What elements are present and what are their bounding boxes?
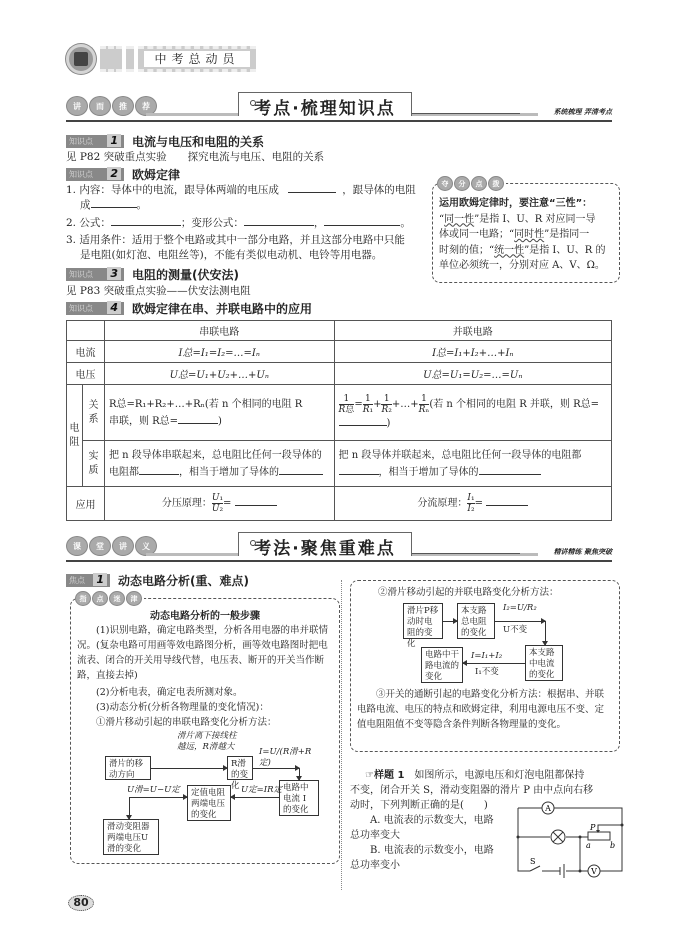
- table-cell: $\frac{1}{\text{R总}}$ = $\frac{1}{\text{R₁}}$ + $\frac{1}{\text{R₂}}$ +…+ $\frac{1}{\text{Rₙ}}$ (若 n 个相同的电阻 R 并联，则 R总= ): [334, 385, 611, 441]
- kp2-item-2: 2. 公式： ；变形公式： ， 。: [66, 217, 411, 229]
- ohm-law-table: [66, 320, 612, 521]
- kp-tag: 知识点 4: [66, 302, 124, 315]
- table-row: [67, 385, 612, 441]
- connector-line: [129, 797, 187, 798]
- table-header-cell: [67, 321, 105, 341]
- circuit-diagram: [510, 800, 630, 882]
- flow-box-branch-resistance: 本支路总电阻的变化: [457, 603, 495, 639]
- connector-line: [495, 621, 545, 622]
- table-cell: 把 n 段导体串联起来，总电阻比任何一段导体的 电阻都 ，相当于增加了导体的: [104, 441, 334, 487]
- badge-bubble: 津: [126, 591, 142, 606]
- badge-bubble: 分: [454, 176, 470, 191]
- arrow-down-icon: [129, 797, 130, 819]
- flow-box-slider-move: 滑片的移动方向: [105, 756, 151, 780]
- badge-bubble: 推: [112, 96, 134, 116]
- switch-label: S: [530, 857, 536, 866]
- guide-badge: [75, 591, 144, 606]
- arrow-down-icon: [545, 621, 546, 645]
- row-label: 电压: [67, 363, 105, 385]
- bullet-icon: [250, 540, 256, 546]
- slider-label: P: [590, 823, 596, 832]
- kp-title: 电流与电压和电阻的关系: [132, 134, 265, 149]
- badge-bubble: 课: [66, 536, 88, 556]
- question-stem: 动时，下列判断正确的是( ): [350, 800, 488, 811]
- badge-bubble: 点: [471, 176, 487, 191]
- section-title-box: [238, 92, 412, 119]
- section-subtitle: 系统梳理 弄清考点: [553, 107, 612, 116]
- flow-box-slider-resistance: 滑片P移动时电阻的变化: [403, 603, 443, 639]
- row-label: 电流: [67, 341, 105, 363]
- fill-blank[interactable]: [178, 414, 218, 424]
- flow-note: U不变: [503, 625, 528, 635]
- table-cell: I总=I₁+I₂+…+Iₙ: [334, 341, 611, 363]
- table-cell: U总=U₁+U₂+…+Uₙ: [104, 363, 334, 385]
- option-b[interactable]: B. 电流表的示数变小，电路: [370, 845, 494, 856]
- brand-title-box: [138, 46, 256, 72]
- kp3-reference: 见 P83 突破重点实验——伏安法测电阻: [66, 285, 251, 297]
- flow-box-branch-current: 本支路中电流的变化: [525, 645, 563, 681]
- section-title-box: [238, 532, 412, 559]
- flow-box-fixed-voltage: 定值电阻两端电压的变化: [187, 785, 231, 821]
- flow-note: 滑片离下接线柱越远，R滑越大: [177, 731, 237, 752]
- guide-step-3-1: ①滑片移动引起的串联电路变化分析方法：: [96, 717, 277, 728]
- knowledge-point-2-header: [66, 166, 180, 182]
- flow-formula: I=I₁+I₂: [471, 651, 503, 661]
- flow-box-rslide-change: R滑的变化: [227, 756, 253, 780]
- fill-blank[interactable]: [244, 216, 314, 226]
- junction-dot: [579, 836, 582, 839]
- guide-step-1: (1)识别电路，确定电路类型，分析各用电器的串并联情况。(复杂电路可用画等效电路图分析，画等效电路图时把电流表、闭合的开关用导线代替，电压表、断开的开关当作断路，直接去掉): [77, 625, 328, 681]
- fraction: $\frac{1}{\text{R₁}}$: [362, 393, 374, 415]
- fill-blank[interactable]: [111, 216, 181, 226]
- divider: [66, 120, 612, 122]
- badge-bubble: 迷: [109, 591, 125, 606]
- lamp-cross: [553, 832, 563, 842]
- fill-blank[interactable]: [279, 465, 323, 475]
- tip-line: “同一性”是指 I、U、R 对应同一导: [439, 213, 596, 225]
- table-header-cell: 串联电路: [104, 321, 334, 341]
- fill-blank[interactable]: [91, 198, 137, 208]
- section-header-1: [0, 92, 680, 122]
- flow-formula: U定=IR定: [241, 785, 283, 795]
- analysis-step-3: ③开关的通断引起的电路变化分析方法：根据串、并联电路电流、电压的特点和欧姆定律，利用电源电压不变、定值电阻阻值不变等隐含条件判断各物理量的变化。: [357, 689, 605, 730]
- tip-badge: [437, 176, 506, 191]
- brand-title: 中考总动员: [144, 51, 250, 67]
- kp-number: 2: [107, 167, 121, 180]
- section-title: 考法·聚焦重难点: [254, 539, 396, 559]
- fill-blank[interactable]: [479, 465, 541, 475]
- focus-number: 1: [93, 573, 107, 586]
- badge-bubble: 荐: [135, 96, 157, 116]
- table-cell: I总=I₁=I₂=…=Iₙ: [104, 341, 334, 363]
- fill-blank[interactable]: [139, 465, 179, 475]
- guide-box: [70, 594, 340, 864]
- arrow-right-icon: [443, 621, 457, 622]
- badge-bubble: 堂: [89, 536, 111, 556]
- option-a[interactable]: A. 电流表的示数变大，电路: [370, 815, 494, 826]
- switch-icon: [530, 866, 540, 871]
- question-stem: 不变，闭合开关 S，滑动变阻器的滑片 P 由中点向右移: [350, 785, 594, 796]
- kp-title: 欧姆定律: [132, 167, 181, 182]
- fill-blank[interactable]: [324, 216, 400, 226]
- fill-blank[interactable]: [288, 183, 336, 193]
- badge-bubble: 讲: [66, 96, 88, 116]
- ammeter-label: A: [545, 804, 551, 813]
- flow-formula: I₂=U/R₂: [503, 603, 537, 613]
- kp-number: 3: [107, 267, 121, 280]
- junction-dot: [579, 870, 582, 873]
- fraction: $\frac{1}{\text{R₂}}$: [381, 393, 392, 415]
- focus-tag: 焦点 1: [66, 574, 110, 587]
- book-logo: [66, 44, 96, 74]
- badge-bubble: 拨: [488, 176, 504, 191]
- focus-title: 动态电路分析(重、难点): [118, 573, 249, 588]
- table-row: [67, 487, 612, 521]
- badge-bubble: 夺: [437, 176, 453, 191]
- section-header-2: [0, 532, 680, 562]
- table-cell: U总=U₁=U₂=…=Uₙ: [334, 363, 611, 385]
- divider: [66, 560, 612, 562]
- end-a-label: a: [586, 841, 591, 850]
- flow-box-slide-voltage: 滑动变阻器两端电压U滑的变化: [103, 819, 159, 855]
- option-b-cont: 总功率变小: [350, 860, 400, 871]
- table-cell: 把 n 段导体并联起来，总电阻比任何一段导体的电阻都 ，相当于增加了导体的: [334, 441, 611, 487]
- kp-title: 电阻的测量(伏安法): [132, 267, 239, 282]
- section-badge: [66, 96, 157, 116]
- badge-bubble: 而: [89, 96, 111, 116]
- table-row: [67, 441, 612, 487]
- kp-title: 欧姆定律在串、并联电路中的应用: [132, 301, 313, 316]
- fill-blank[interactable]: [235, 496, 277, 506]
- kp1-reference: 见 P82 突破重点实验 探究电流与电压、电阻的关系: [66, 151, 325, 163]
- junction-dot: [517, 836, 520, 839]
- fraction: $\frac{\text{U₁}}{\text{U₂}}$: [211, 493, 224, 514]
- kp-tag: 知识点 2: [66, 168, 124, 181]
- battery-icon: [560, 864, 564, 878]
- kp-tag: 知识点 3: [66, 268, 124, 281]
- tip-line: 时刻的值；“统一性”是指 I、U、R 的: [439, 244, 606, 256]
- knowledge-point-1-header: [66, 133, 264, 149]
- fraction: $\frac{\text{I₁}}{\text{I₂}}$: [467, 493, 475, 514]
- knowledge-point-4-header: [66, 300, 312, 316]
- table-row: [67, 363, 612, 385]
- wire: [518, 808, 530, 871]
- fraction: $\frac{1}{\text{R总}}$: [338, 393, 355, 415]
- fill-blank[interactable]: [486, 496, 528, 506]
- flow-box-main-current: 电路中干路电流的变化: [421, 647, 463, 683]
- flow-box-current-change: 电路中电流 I 的变化: [279, 780, 319, 816]
- end-b-label: b: [610, 841, 616, 850]
- badge-bubble: 义: [135, 536, 157, 556]
- wire: [598, 825, 622, 832]
- guide-title: 动态电路分析的一般步骤: [150, 611, 260, 622]
- divider: [412, 113, 520, 114]
- arrow-down-icon: [299, 768, 300, 780]
- row-label: 电阻: [67, 385, 83, 487]
- wire: [518, 808, 622, 825]
- kp-number: 1: [107, 134, 121, 147]
- question-stem: ☞样题 1 如图所示，电源电压和灯泡电阻都保持: [365, 770, 585, 781]
- fill-blank[interactable]: [339, 465, 379, 475]
- kp-tag: 知识点 1: [66, 135, 124, 148]
- arrow-left-icon: [231, 797, 279, 798]
- arrow-right-icon: [151, 768, 227, 769]
- analysis-step-2: ②滑片移动引起的并联电路变化分析方法：: [378, 587, 559, 598]
- kp-number: 4: [107, 301, 121, 314]
- tip-line: 单位必须统一，分别对应 A、V、Ω。: [439, 260, 605, 271]
- badge-bubble: 指: [75, 591, 91, 606]
- connector-line: [253, 768, 299, 769]
- badge-bubble: 讲: [112, 536, 134, 556]
- badge-bubble: 点: [92, 591, 108, 606]
- flow-formula: I=U/(R滑+R定): [259, 747, 312, 768]
- bullet-icon: [250, 100, 256, 106]
- tip-box: [432, 179, 620, 283]
- table-header-row: [67, 321, 612, 341]
- section-subtitle: 精讲精练 聚焦突破: [553, 547, 612, 556]
- decor-film-strip: [126, 46, 134, 72]
- decor-film-strip: [100, 46, 122, 72]
- tip-line: 体或同一电路；“同时性”是指同一: [439, 229, 590, 240]
- row-label: 应用: [67, 487, 105, 521]
- table-row: [67, 341, 612, 363]
- wire: [566, 837, 580, 871]
- option-a-cont: 总功率变大: [350, 830, 400, 841]
- tip-line: 运用欧姆定律时，要注意“三性”：: [439, 198, 593, 209]
- kp2-item-1: 1. 内容：导体中的电流，跟导体两端的电压成 ，跟导体的电阻 成 。: [66, 184, 416, 211]
- column-divider: [341, 580, 342, 890]
- table-cell: 分压原理： $\frac{\text{U₁}}{\text{U₂}}$ =: [104, 487, 334, 521]
- sub-label: 实质: [82, 441, 104, 487]
- fraction: $\frac{1}{\text{Rₙ}}$: [418, 393, 430, 415]
- analysis-box: [350, 580, 620, 752]
- section-badge: [66, 536, 157, 556]
- flow-note: I₁不变: [475, 667, 499, 677]
- focus-point-1-header: [66, 572, 249, 588]
- arrow-left-icon: [463, 663, 525, 664]
- voltmeter-label: V: [591, 867, 597, 876]
- knowledge-point-3-header: [66, 266, 239, 282]
- flow-formula: U滑=U−U定: [127, 785, 180, 795]
- table-cell: R总=R₁+R₂+…+Rₙ(若 n 个相同的电阻 R 串联，则 R总= ): [104, 385, 334, 441]
- sub-label: 关系: [82, 385, 104, 441]
- section-title: 考点·梳理知识点: [254, 99, 396, 119]
- divider: [412, 553, 520, 554]
- junction-dot: [621, 824, 624, 827]
- guide-step-2: (2)分析电表，确定电表所测对象。: [96, 687, 243, 698]
- page-number: 80: [68, 895, 94, 911]
- fill-blank[interactable]: [339, 416, 387, 426]
- table-header-cell: 并联电路: [334, 321, 611, 341]
- rheostat: [588, 832, 610, 840]
- kp2-item-3: 3. 适用条件：适用于整个电路或其中一部分电路，并且这部分电路中只能 是电阻(如灯泡、电阻丝等)，不能有类似电动机、电铃等用电器。: [66, 234, 405, 261]
- guide-step-3: (3)动态分析(分析各物理量的变化情况)：: [96, 702, 269, 713]
- table-cell: 分流原理： $\frac{\text{I₁}}{\text{I₂}}$ =: [334, 487, 611, 521]
